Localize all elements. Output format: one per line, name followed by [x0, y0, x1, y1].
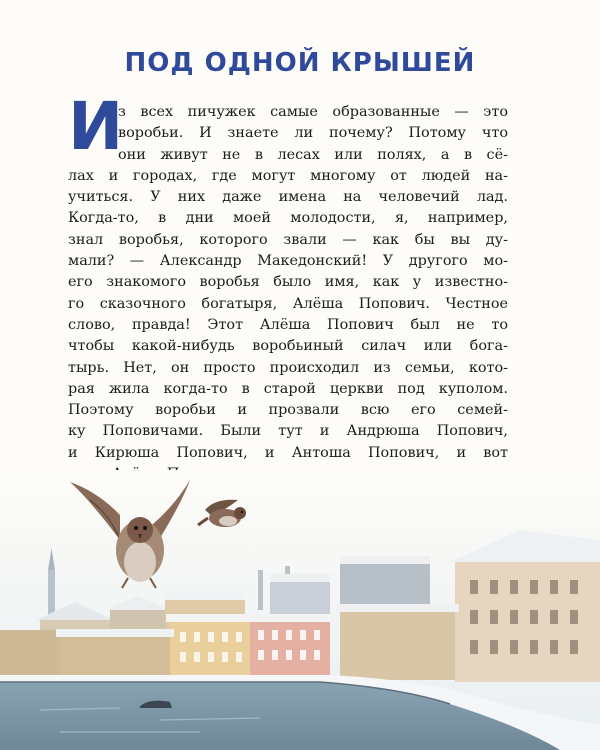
text-line: чтобы какой-нибудь воробьиный силач или бога- [68, 338, 508, 355]
text-line: Поэтому воробьи и прозвали всю его семей- [68, 402, 508, 419]
text-line: з всех пичужек самые образованные — это [118, 104, 508, 120]
city-illustration [0, 470, 600, 750]
text-line: слово, правда! Этот Алёша Попович был не то [68, 316, 508, 333]
text-line: его знакомого воробья было имя, как у известно- [68, 274, 508, 291]
corner-building [450, 530, 600, 682]
text-line: рая жила когда-то в старой церкви под куполом. [68, 380, 508, 397]
text-line: воробьи. И знаете ли почему? Потому что [118, 125, 508, 142]
chimney [258, 570, 263, 610]
text-line: они живут не в лесах или полях, а в сё- [118, 146, 508, 163]
drop-cap: И [68, 88, 124, 165]
page-title: ПОД ОДНОЙ КРЫШЕЙ [124, 48, 476, 78]
text-line: лах и городах, где могут многому от людей на- [68, 167, 508, 184]
text-line: учиться. У них даже имена на человечий лад. [68, 189, 508, 206]
text-line: знал воробья, которого звали — как бы вы ду- [68, 231, 508, 248]
pink-building [246, 614, 334, 675]
yellow-building [166, 614, 254, 675]
text-line: ку Поповичами. Были тут и Андрюша Попович, [68, 423, 508, 440]
text-line: тырь. Нет, он просто происходил из семьи, кото- [68, 359, 508, 376]
text-line: мали? — Александр Македонский! У другого мо- [68, 253, 508, 270]
story-text [68, 88, 508, 485]
text-line: и Кирюша Попович, и Антоша Попович, и вот [68, 444, 508, 461]
text-line: Когда-то, в дни моей молодости, я, например, [68, 210, 508, 227]
text-line: го сказочного богатыря, Алёша Попович. Честное [68, 295, 508, 312]
